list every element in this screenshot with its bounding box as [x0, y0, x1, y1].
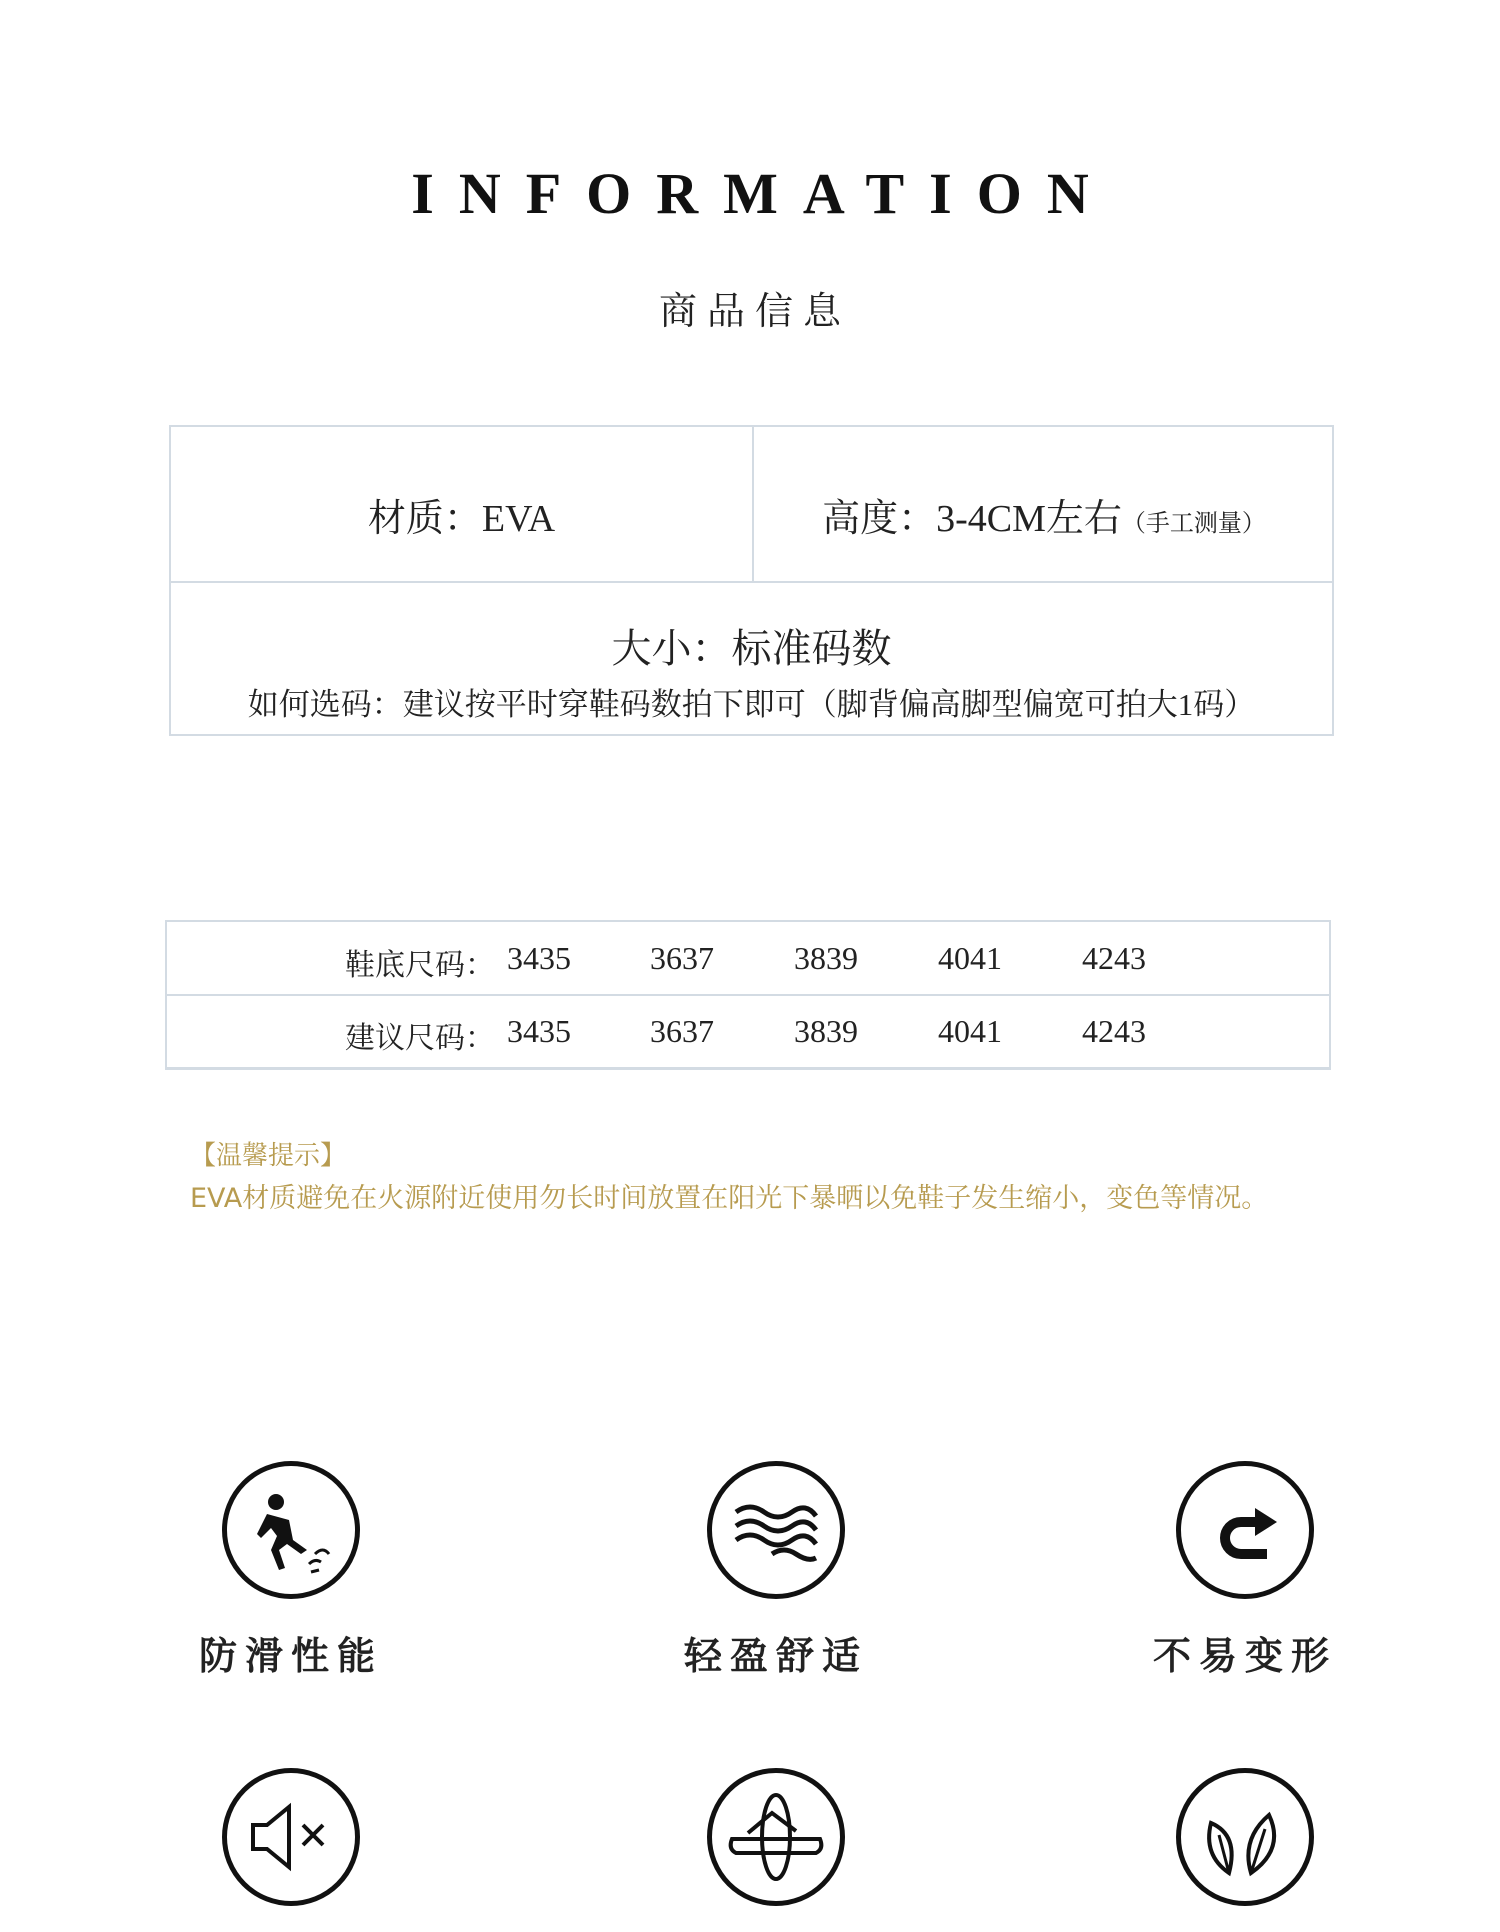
size-tip-text: 如何选码：建议按平时穿鞋码数拍下即可（脚背偏高脚型偏宽可拍大 — [247, 687, 1178, 723]
slip-icon — [222, 1461, 360, 1599]
row-label: 建议尺码： — [345, 1021, 495, 1056]
height-label: 高度： — [822, 496, 937, 540]
redo-arrow-icon — [1176, 1461, 1314, 1599]
page-subtitle: 商品信息 — [658, 289, 851, 333]
leaves-icon — [1176, 1768, 1314, 1906]
height-suffix: 左右 — [1045, 496, 1122, 540]
table-row — [167, 922, 1329, 994]
material-cell — [171, 487, 752, 542]
table-row — [167, 995, 1329, 1067]
page-title: INFORMATION — [411, 161, 1114, 226]
height-value: 3-4CM — [936, 498, 1046, 540]
feature-eco — [1135, 1768, 1355, 1932]
size-value: 4243 — [1082, 940, 1146, 976]
feature-label: 防滑性能 — [198, 1634, 383, 1678]
tip-heading: 【温馨提示】 — [190, 1141, 347, 1171]
size-value: 3435 — [507, 940, 571, 976]
feature-lightweight — [666, 1461, 886, 1680]
feature-sole — [666, 1768, 886, 1932]
size-chart-table — [165, 920, 1331, 1070]
size-value: 4041 — [938, 1013, 1002, 1049]
product-info-table — [169, 425, 1334, 736]
size-value: 3435 — [507, 1013, 571, 1049]
size-value: 3637 — [650, 940, 714, 976]
size-value: 3637 — [650, 1013, 714, 1049]
size-tip — [171, 679, 1332, 724]
height-note: （手工测量） — [1121, 509, 1266, 537]
height-cell — [754, 487, 1334, 542]
mute-speaker-icon — [222, 1768, 360, 1906]
feature-no-deform — [1135, 1461, 1355, 1680]
size-tip-number: 1 — [1177, 687, 1194, 722]
size-tip-end: 码） — [1193, 687, 1256, 723]
tip-text: EVA材质避免在火源附近使用勿长时间放置在阳光下暴晒以免鞋子发生缩小，变色等情况。 — [190, 1183, 1269, 1214]
feature-anti-slip — [181, 1461, 401, 1680]
row-label: 鞋底尺码： — [345, 948, 495, 983]
size-value: 4041 — [938, 940, 1002, 976]
feature-label: 轻盈舒适 — [683, 1634, 868, 1678]
waves-icon — [707, 1461, 845, 1599]
feature-silent — [181, 1768, 401, 1932]
divider — [171, 581, 1332, 583]
material-value: EVA — [481, 498, 556, 540]
size-value: 3839 — [794, 940, 858, 976]
size-title: 大小：标准码数 — [611, 626, 892, 672]
material-label: 材质： — [367, 496, 482, 540]
size-value: 4243 — [1082, 1013, 1146, 1049]
shoe-sole-icon — [707, 1768, 845, 1906]
feature-label: 不易变形 — [1152, 1634, 1337, 1678]
size-value: 3839 — [794, 1013, 858, 1049]
